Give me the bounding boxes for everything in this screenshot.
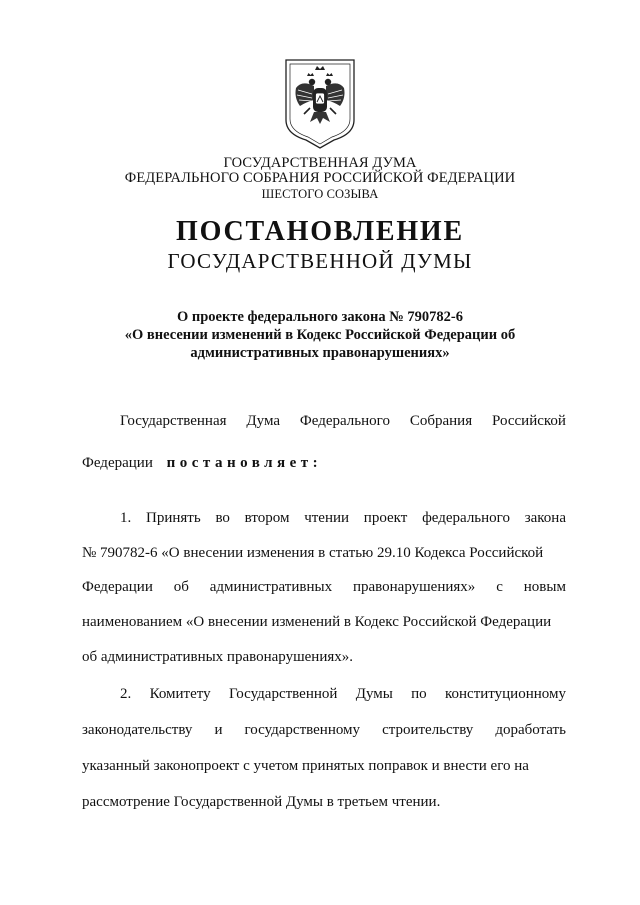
header-line-3: ШЕСТОГО СОЗЫВА bbox=[261, 187, 379, 201]
preamble-line-2 bbox=[82, 455, 566, 472]
item2-word: Государственной bbox=[228, 686, 338, 702]
item1-word: Принять bbox=[146, 510, 201, 526]
preamble-word: Федерации bbox=[82, 455, 153, 471]
item2-word: Комитету bbox=[149, 686, 211, 702]
item2-word: строительству bbox=[382, 722, 474, 738]
item2-word: доработать bbox=[495, 722, 566, 738]
preamble-line-1 bbox=[82, 413, 566, 430]
subject-line-1: О проекте федерального закона № 790782-6 bbox=[176, 309, 464, 325]
item2-word: государственному bbox=[244, 722, 361, 738]
item2-word: Думы bbox=[355, 686, 393, 702]
document-subtitle: ГОСУДАРСТВЕННОЙ ДУМЫ bbox=[167, 249, 473, 273]
item1-word: 1. bbox=[120, 510, 132, 526]
item1-word: федерального bbox=[422, 510, 510, 526]
item1-word: проект bbox=[363, 510, 408, 526]
item2-line-4: рассмотрение Государственной Думы в третьем чтении. bbox=[82, 794, 441, 810]
item1-word: с bbox=[496, 579, 503, 595]
preamble-word: Дума bbox=[246, 413, 281, 429]
header-line-2: ФЕДЕРАЛЬНОГО СОБРАНИЯ РОССИЙСКОЙ ФЕДЕРАЦИИ bbox=[124, 170, 516, 186]
item1-word: административных bbox=[209, 579, 333, 595]
item1-line-3 bbox=[82, 579, 566, 596]
item2-word: 2. bbox=[120, 686, 132, 702]
item1-line-2: № 790782-6 «О внесении изменения в статью 29.10 Кодекса Российской bbox=[82, 545, 544, 561]
item2-word: по bbox=[411, 686, 427, 702]
item2-word: конституционному bbox=[445, 686, 566, 702]
item1-word: новым bbox=[523, 579, 566, 595]
item1-line-5: об административных правонарушениях». bbox=[82, 649, 353, 665]
item1-word: втором bbox=[244, 510, 290, 526]
item1-word: об bbox=[173, 579, 189, 595]
item1-word: Федерации bbox=[82, 579, 153, 595]
resolves-word: постановляет: bbox=[166, 455, 323, 471]
item1-word: закона bbox=[524, 510, 566, 526]
preamble-word: Собрания bbox=[409, 413, 473, 429]
item2-line-3: указанный законопроект с учетом принятых поправок и внести его на bbox=[82, 758, 529, 774]
header-line-1: ГОСУДАРСТВЕННАЯ ДУМА bbox=[223, 155, 417, 171]
item2-word: и bbox=[214, 722, 223, 738]
coat-of-arms-emblem bbox=[284, 58, 356, 150]
item2-line-1 bbox=[82, 686, 566, 703]
subject-line-3: административных правонарушениях» bbox=[190, 345, 450, 361]
item1-word: во bbox=[215, 510, 230, 526]
preamble-word: Государственная bbox=[120, 413, 227, 429]
item1-line-1 bbox=[82, 510, 566, 527]
document-subject bbox=[0, 308, 640, 362]
item1-word: правонарушениях» bbox=[352, 579, 476, 595]
item1-line-4: наименованием «О внесении изменений в Кодекс Российской Федерации bbox=[82, 614, 552, 630]
document-title: ПОСТАНОВЛЕНИЕ bbox=[176, 216, 464, 247]
item2-line-2 bbox=[82, 722, 566, 739]
item2-word: законодательству bbox=[82, 722, 193, 738]
preamble-word: Федерального bbox=[299, 413, 390, 429]
subject-line-2: «О внесении изменений в Кодекс Российской Федерации об bbox=[124, 327, 516, 343]
preamble-word: Российской bbox=[492, 413, 566, 429]
item1-word: чтении bbox=[304, 510, 350, 526]
